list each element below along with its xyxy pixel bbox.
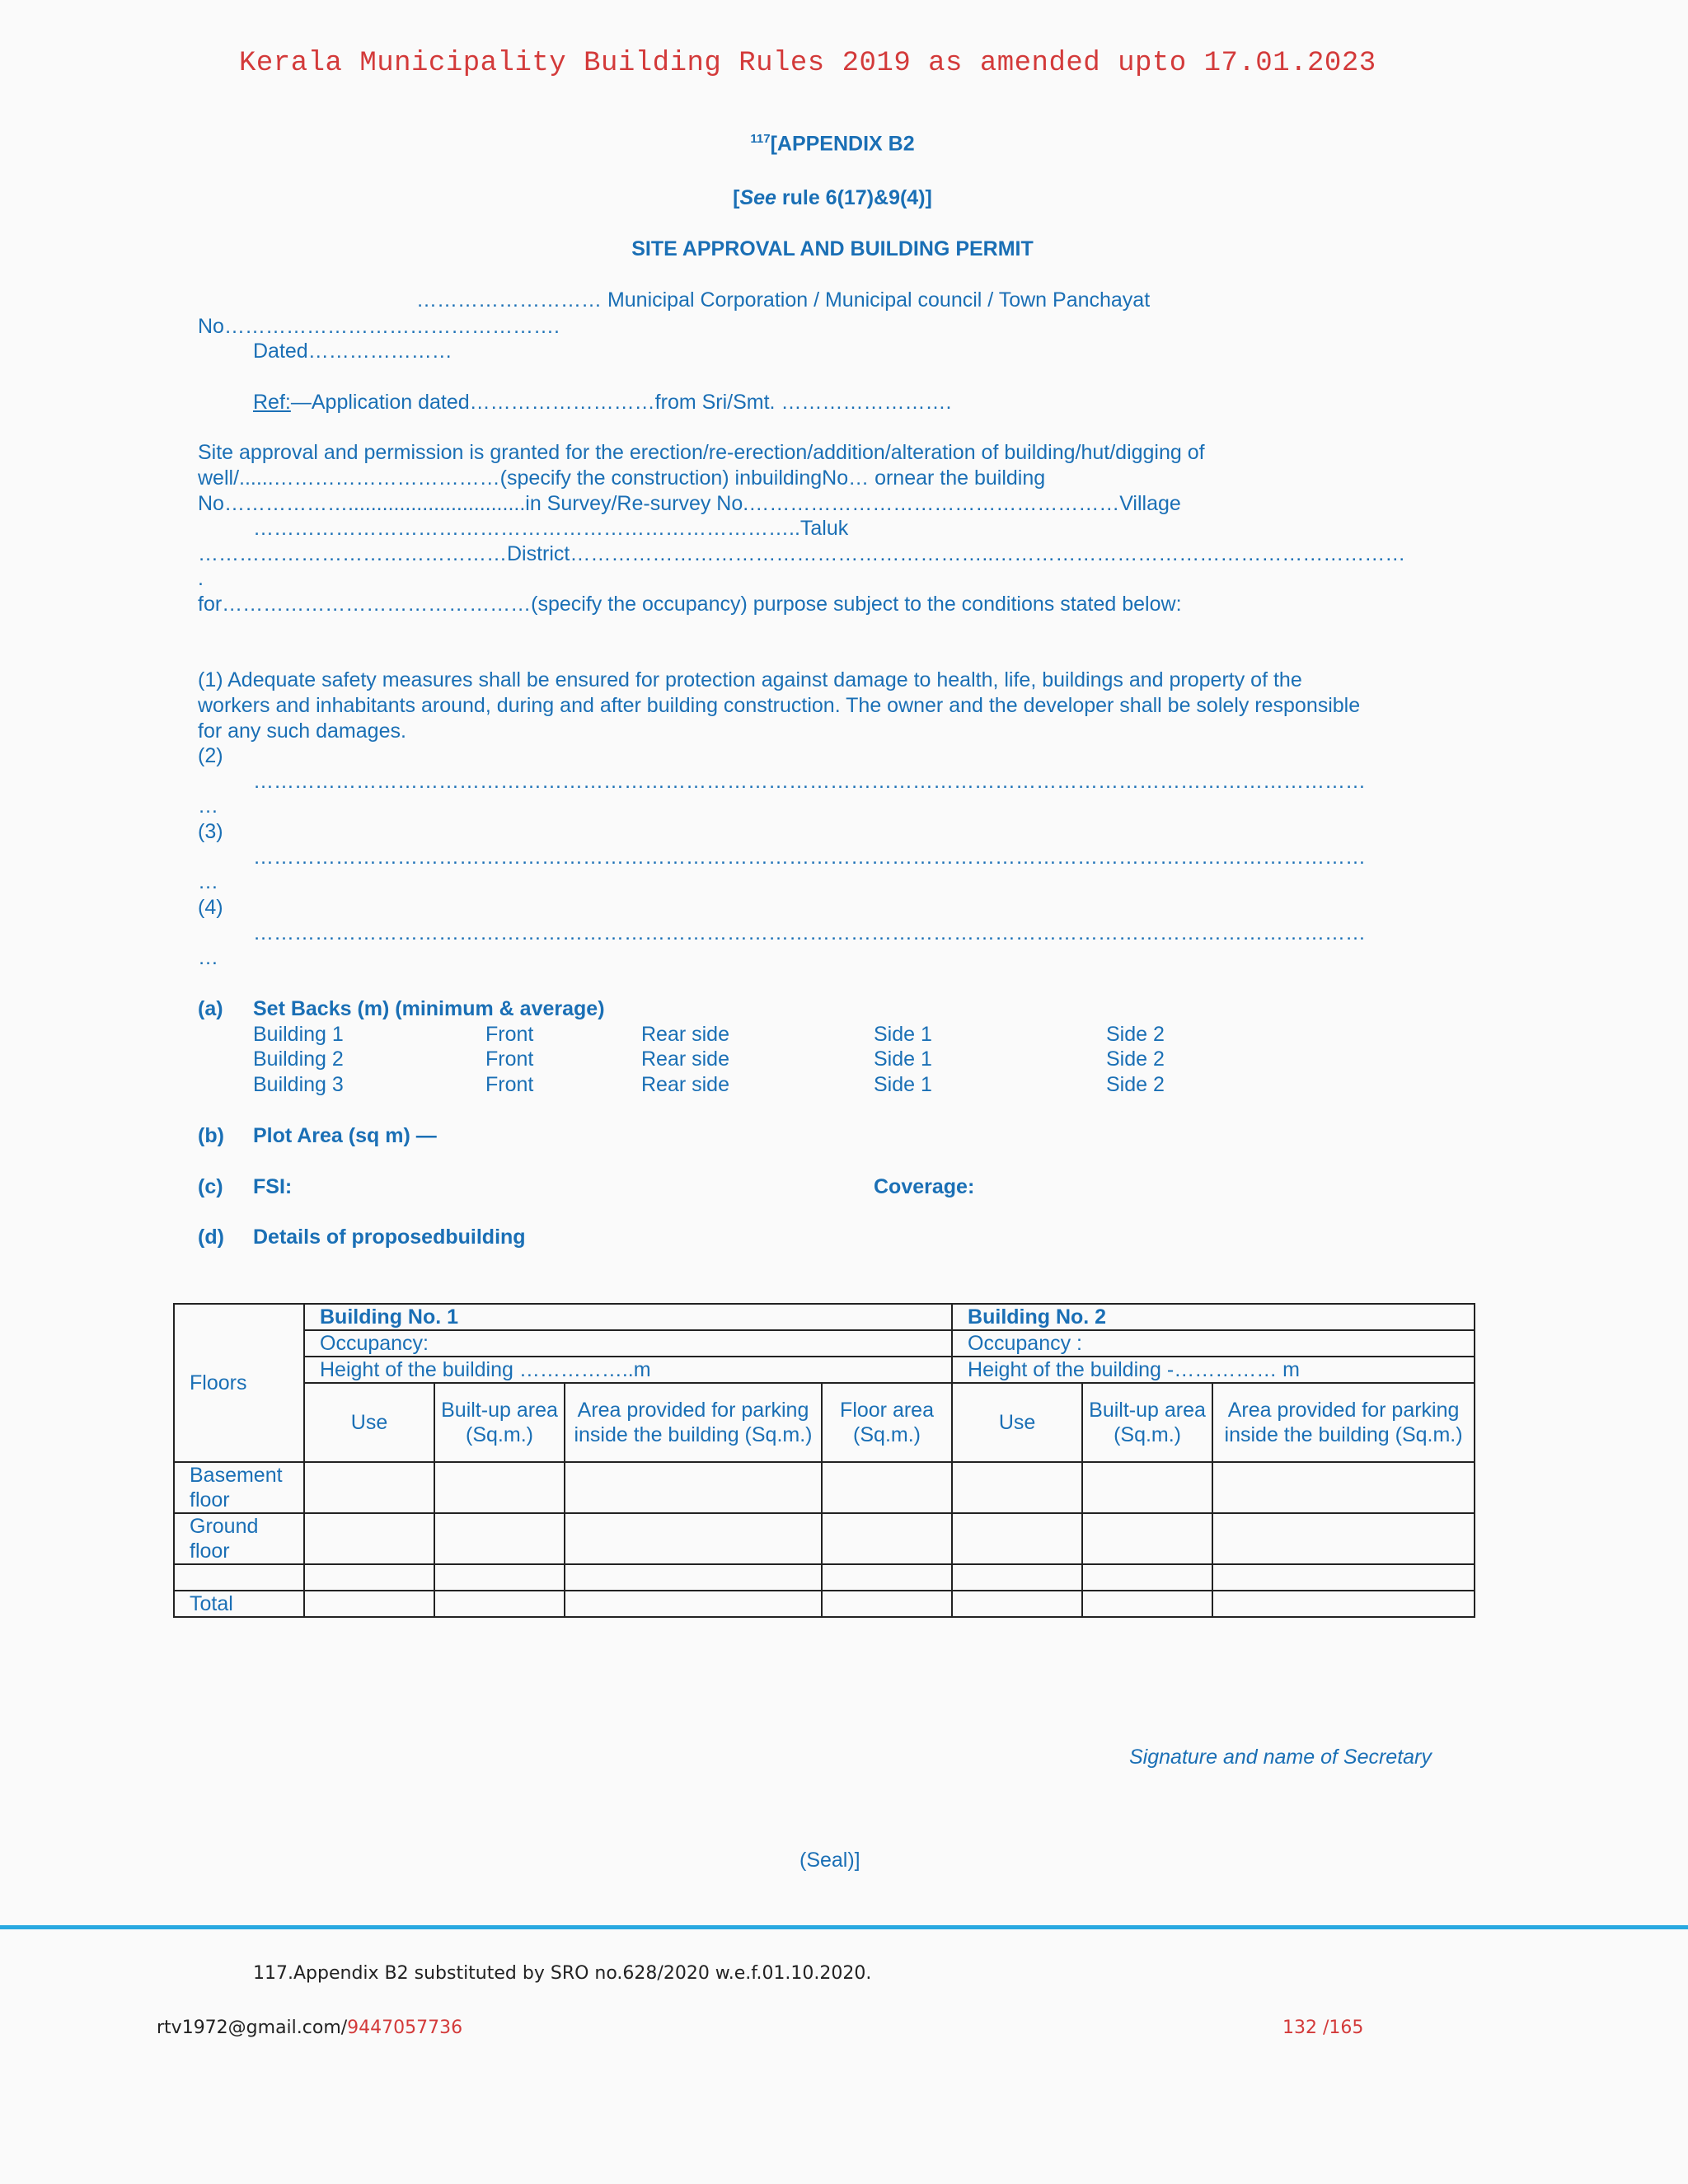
building-details-table xyxy=(173,1303,1475,1618)
table-cell xyxy=(304,1591,434,1617)
col-parking: Area provided for parking inside the building (Sq.m.) xyxy=(1212,1383,1475,1462)
page-number: 132 /165 xyxy=(1282,2018,1364,2038)
table-cell xyxy=(822,1513,952,1564)
table-cell xyxy=(304,1564,434,1591)
setback-cell: Side 2 xyxy=(1106,1073,1165,1096)
permit-para-line-4: ……………………………………………………………………..Taluk xyxy=(253,517,849,540)
table-row xyxy=(174,1462,1475,1513)
signature-line: Signature and name of Secretary xyxy=(1129,1746,1432,1769)
footnote-marker: 117 xyxy=(750,132,771,146)
condition-3-dots: ……………………………………………………………………………………………………………………………………………… xyxy=(253,846,1366,869)
rule-bracket: [ xyxy=(733,186,740,209)
table-cell xyxy=(822,1564,952,1591)
table-cell xyxy=(434,1513,565,1564)
setback-cell: Side 2 xyxy=(1106,1047,1165,1071)
setback-cell: Rear side xyxy=(641,1073,729,1096)
condition-2-label: (2) xyxy=(198,744,223,767)
building-1-header: Building No. 1 xyxy=(304,1304,952,1330)
see-italic: See xyxy=(739,186,776,209)
condition-4-label: (4) xyxy=(198,896,223,919)
appendix-label: [APPENDIX B2 xyxy=(770,132,915,156)
footer-contact xyxy=(157,2018,462,2038)
table-cell xyxy=(434,1462,565,1513)
height-1: Height of the building ……………..m xyxy=(304,1357,952,1383)
occupancy-1: Occupancy: xyxy=(304,1330,952,1357)
table-cell xyxy=(304,1462,434,1513)
table-row xyxy=(174,1564,1475,1591)
setback-cell: Building 3 xyxy=(253,1073,344,1096)
table-cell xyxy=(434,1591,565,1617)
row-label xyxy=(174,1564,304,1591)
permit-para-line-3: No………………...............................in Survey/Re-survey No.………………………………………………Village xyxy=(198,492,1181,515)
details-text: Details of proposedbuilding xyxy=(253,1226,526,1249)
condition-3-ellipsis: … xyxy=(198,870,218,893)
permit-para-line-7: for………………………………………(specify the occupancy) purpose subject to the conditions stated below: xyxy=(198,593,1182,616)
plot-area-text: Plot Area (sq m) — xyxy=(253,1124,437,1147)
setback-cell: Side 1 xyxy=(874,1023,932,1046)
condition-4-ellipsis: … xyxy=(198,946,218,969)
condition-1-line-3: for any such damages. xyxy=(198,719,406,743)
footer-email: rtv1972@gmail.com/ xyxy=(157,2018,348,2038)
row-label: Basement floor xyxy=(174,1462,304,1513)
setback-cell: Rear side xyxy=(641,1047,729,1071)
setbacks-label: (a) xyxy=(198,997,223,1020)
table-cell xyxy=(952,1462,1082,1513)
table-cell xyxy=(1212,1513,1475,1564)
fsi-label: (c) xyxy=(198,1175,223,1198)
table-cell xyxy=(1082,1591,1212,1617)
setback-cell: Building 1 xyxy=(253,1023,344,1046)
condition-4-dots: ……………………………………………………………………………………………………………………………………………… xyxy=(253,921,1366,944)
table-cell xyxy=(565,1591,822,1617)
seal-label: (Seal)] xyxy=(799,1849,860,1872)
permit-para-line-5: ………………………………………District……………………………………………………..…………………………………………………… xyxy=(198,542,1406,565)
col-builtup: Built-up area (Sq.m.) xyxy=(434,1383,565,1462)
occupancy-2: Occupancy : xyxy=(952,1330,1475,1357)
condition-1-line-2: workers and inhabitants around, during and after building construction. The owner and the developer shall be solely responsible xyxy=(198,694,1361,717)
table-cell xyxy=(1082,1564,1212,1591)
plot-area-label: (b) xyxy=(198,1124,224,1147)
table-row xyxy=(174,1513,1475,1564)
table-cell xyxy=(565,1513,822,1564)
authority-line: ……………………… Municipal Corporation / Municipal council / Town Panchayat xyxy=(416,288,1151,312)
setback-cell: Building 2 xyxy=(253,1047,344,1071)
setback-cell: Front xyxy=(485,1023,534,1046)
setbacks-title: Set Backs (m) (minimum & average) xyxy=(253,997,605,1020)
details-label: (d) xyxy=(198,1226,224,1249)
condition-2-ellipsis: … xyxy=(198,794,218,818)
col-use: Use xyxy=(952,1383,1082,1462)
table-row xyxy=(174,1591,1475,1617)
footnote-text: 117.Appendix B2 substituted by SRO no.628/2020 w.e.f.01.10.2020. xyxy=(253,1963,872,1984)
reference-line xyxy=(253,391,951,415)
setback-cell: Side 1 xyxy=(874,1073,932,1096)
permit-para-line-6: . xyxy=(198,567,204,590)
table-cell xyxy=(952,1591,1082,1617)
table-cell xyxy=(952,1564,1082,1591)
col-builtup: Built-up area (Sq.m.) xyxy=(1082,1383,1212,1462)
floors-header: Floors xyxy=(174,1304,304,1462)
condition-1-line-1: (1) Adequate safety measures shall be ensured for protection against damage to health, life, buildings and property of the xyxy=(198,668,1302,691)
table-cell xyxy=(1082,1513,1212,1564)
row-label: Total xyxy=(174,1591,304,1617)
setback-cell: Front xyxy=(485,1047,534,1071)
ref-label: Ref: xyxy=(253,391,291,414)
col-parking: Area provided for parking inside the building (Sq.m.) xyxy=(565,1383,822,1462)
table-cell xyxy=(822,1591,952,1617)
height-2: Height of the building -…………… m xyxy=(952,1357,1475,1383)
table-cell xyxy=(1082,1462,1212,1513)
table-cell xyxy=(1212,1564,1475,1591)
setback-cell: Front xyxy=(485,1073,534,1096)
form-title: SITE APPROVAL AND BUILDING PERMIT xyxy=(631,237,1034,260)
setback-cell: Side 2 xyxy=(1106,1023,1165,1046)
rule-text: rule 6(17)&9(4)] xyxy=(776,186,932,209)
fsi-text: FSI: xyxy=(253,1175,293,1198)
setback-cell: Rear side xyxy=(641,1023,729,1046)
table-cell xyxy=(1212,1591,1475,1617)
ref-text: —Application dated………………………from Sri/Smt. ……………………. xyxy=(290,391,952,414)
col-floorarea: Floor area (Sq.m.) xyxy=(822,1383,952,1462)
table-cell xyxy=(304,1513,434,1564)
table-cell xyxy=(1212,1462,1475,1513)
permit-number: No…………………………………………. xyxy=(198,315,560,338)
col-use: Use xyxy=(304,1383,434,1462)
permit-date: Dated………………… xyxy=(253,340,452,363)
permit-para-line-2: well/......……………………………(specify the construction) inbuildingNo… ornear the building xyxy=(198,466,1046,490)
condition-3-label: (3) xyxy=(198,820,223,843)
table-cell xyxy=(822,1462,952,1513)
building-2-header: Building No. 2 xyxy=(952,1304,1475,1330)
document-header: Kerala Municipality Building Rules 2019 as amended upto 17.01.2023 xyxy=(239,48,1376,79)
appendix-title xyxy=(0,132,1665,156)
footer-phone: 9447057736 xyxy=(347,2018,463,2038)
table-cell xyxy=(565,1462,822,1513)
coverage-text: Coverage: xyxy=(874,1175,975,1198)
table-cell xyxy=(952,1513,1082,1564)
row-label: Ground floor xyxy=(174,1513,304,1564)
table-cell xyxy=(434,1564,565,1591)
condition-2-dots: ……………………………………………………………………………………………………………………………………………… xyxy=(253,770,1366,793)
setback-cell: Side 1 xyxy=(874,1047,932,1071)
footer-divider xyxy=(0,1925,1688,1929)
rule-reference xyxy=(0,186,1665,210)
table-cell xyxy=(565,1564,822,1591)
permit-para-line-1: Site approval and permission is granted for the erection/re-erection/addition/alteration of building/hut/digging of xyxy=(198,441,1205,464)
